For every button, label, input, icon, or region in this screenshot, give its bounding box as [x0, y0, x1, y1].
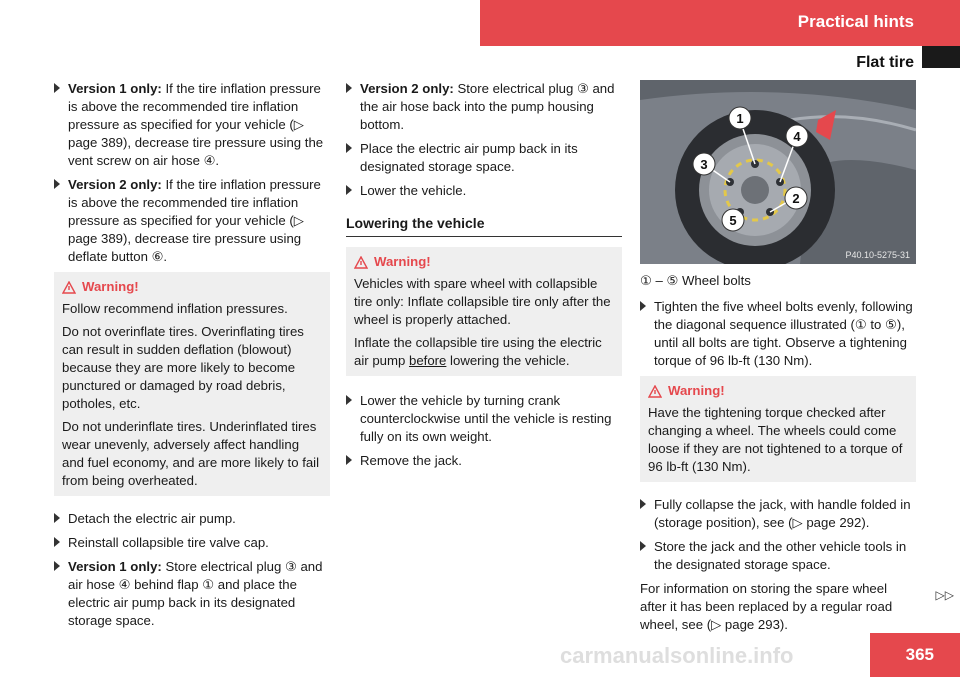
section-title: Practical hints	[797, 12, 914, 31]
list-item: Lower the vehicle by turning crank counterclockwise until the vehicle is resting fully on its own weight.	[346, 392, 622, 446]
arrow-bullet-icon	[54, 537, 60, 547]
list-item: Lower the vehicle.	[346, 182, 622, 200]
warning-triangle-icon	[648, 385, 662, 398]
warning-box	[54, 272, 330, 496]
watermark: carmanualsonline.info	[560, 643, 794, 668]
section-heading: Lowering the vehicle	[346, 214, 622, 237]
list-item: Detach the electric air pump.	[54, 510, 330, 528]
warning-text: Inflate the collapsible tire using the electric air pump before lowering the vehicle.	[354, 335, 602, 368]
continued-marker-icon: ▷▷	[935, 588, 954, 602]
arrow-bullet-icon	[640, 541, 646, 551]
warning-text: Follow recommend inflation pressures.	[62, 301, 288, 316]
bolt-label-5: 5	[729, 213, 737, 228]
warning-box	[346, 247, 622, 376]
list-item: Version 2 only: Store electrical plug ③ and the air hose back into the pump housing bottom.	[346, 80, 622, 134]
list-item: Version 1 only: If the tire inflation pressure is above the recommended tire inflation pressure as specified for your vehicle (▷ page 389), decrease tire pressure using the vent screw on air hose ④.	[54, 80, 330, 170]
list-item: Fully collapse the jack, with handle folded in (storage position), see (▷ page 292).	[640, 496, 916, 532]
column-1	[54, 80, 330, 636]
bolt-label-4: 4	[793, 129, 801, 144]
list-item: Version 2 only: If the tire inflation pressure is above the recommended tire inflation pressure as specified for your vehicle (▷ page 389), decrease tire pressure using deflate button ⑥.	[54, 176, 330, 266]
arrow-bullet-icon	[54, 83, 60, 93]
bolt-label-3: 3	[700, 157, 708, 172]
list-item: Reinstall collapsible tire valve cap.	[54, 534, 330, 552]
arrow-bullet-icon	[640, 301, 646, 311]
info-paragraph: For information on storing the spare wheel after it has been replaced by a regular road wheel, see (▷ page 293).	[640, 581, 893, 632]
warning-heading: Warning!	[354, 253, 614, 271]
image-code: P40.10-5275-31	[845, 250, 910, 260]
wheel-illustration-svg	[640, 80, 916, 264]
warning-triangle-icon	[62, 281, 76, 294]
bolt-label-1: 1	[736, 111, 744, 126]
arrow-bullet-icon	[640, 499, 646, 509]
warning-heading: Warning!	[62, 278, 322, 296]
bolt-label-2: 2	[792, 191, 800, 206]
page-subtitle: Flat tire	[856, 54, 914, 71]
arrow-bullet-icon	[54, 513, 60, 523]
arrow-bullet-icon	[346, 185, 352, 195]
warning-text: Do not overinflate tires. Overinflating tires can result in sudden deflation (blowout) because they are more likely to become punctured or damaged by road debris, potholes, etc.	[62, 324, 304, 411]
arrow-bullet-icon	[346, 143, 352, 153]
column-3	[640, 80, 916, 634]
warning-box	[640, 376, 916, 482]
warning-text: Do not underinflate tires. Underinflated tires wear unevenly, adversely affect handling and fuel economy, and are more likely to fail from being overheated.	[62, 419, 320, 488]
column-2	[346, 80, 622, 476]
arrow-bullet-icon	[346, 395, 352, 405]
list-item: Store the jack and the other vehicle tools in the designated storage space.	[640, 538, 916, 574]
warning-triangle-icon	[354, 256, 368, 269]
list-item: Tighten the five wheel bolts evenly, following the diagonal sequence illustrated (① to ⑤), until all bolts are tight. Observe a tightening torque of 96 lb-ft (130 Nm).	[640, 298, 916, 370]
image-caption: ① – ⑤ Wheel bolts	[640, 273, 751, 288]
list-item: Place the electric air pump back in its designated storage space.	[346, 140, 622, 176]
wheel-bolts-illustration	[640, 80, 916, 264]
page-number: 365	[905, 645, 934, 664]
arrow-bullet-icon	[346, 455, 352, 465]
arrow-bullet-icon	[54, 561, 60, 571]
list-item: Remove the jack.	[346, 452, 622, 470]
list-item: Version 1 only: Store electrical plug ③ and air hose ④ behind flap ① and place the electric air pump back in its designated storage space.	[54, 558, 330, 630]
arrow-bullet-icon	[54, 179, 60, 189]
arrow-bullet-icon	[346, 83, 352, 93]
warning-text: Have the tightening torque checked after changing a wheel. The wheels could come loose if they are not tightened to a torque of 96 lb-ft (130 Nm).	[648, 405, 903, 474]
chapter-tab	[922, 46, 960, 68]
warning-text: Vehicles with spare wheel with collapsible tire only: Inflate collapsible tire only after the wheel is properly attached.	[354, 276, 611, 327]
warning-heading: Warning!	[648, 382, 908, 400]
